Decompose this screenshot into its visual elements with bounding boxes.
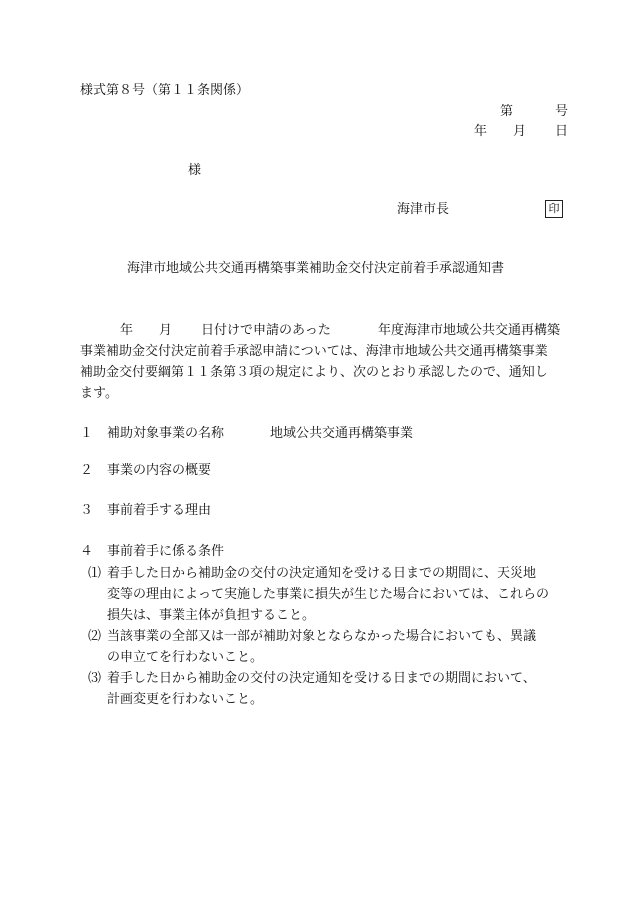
condition-1-line-1: 着手した日から補助金の交付の決定通知を受ける日までの期間に、天災地 bbox=[107, 566, 537, 581]
intro-year: 年 bbox=[120, 323, 134, 338]
condition-2-mark: ⑵ bbox=[88, 629, 102, 644]
form-label: 様式第８号（第１１条関係） bbox=[80, 83, 250, 98]
section-1-value: 地域公共交通再構築事業 bbox=[270, 426, 414, 441]
condition-1-mark: ⑴ bbox=[88, 566, 102, 581]
date-year: 年 bbox=[474, 124, 488, 139]
condition-3-mark: ⑶ bbox=[88, 671, 102, 686]
condition-2-line-2: の申立てを行わないこと。 bbox=[107, 650, 264, 665]
section-4-number: ４ bbox=[80, 544, 94, 559]
intro-line-3: 補助金交付要綱第１１条第３項の規定により、次のとおり承認したので、通知し bbox=[80, 365, 548, 380]
condition-2-line-1: 当該事業の全部又は一部が補助対象とならなかった場合においても、異議 bbox=[107, 629, 537, 644]
intro-line-4: ます。 bbox=[80, 386, 118, 401]
intro-month: 月 bbox=[159, 323, 173, 338]
section-3-number: ３ bbox=[80, 503, 94, 518]
section-1-number: １ bbox=[80, 426, 94, 441]
intro-date-phrase: 日付けで申請のあった bbox=[201, 323, 331, 338]
seal-mark: 印 bbox=[545, 200, 563, 218]
condition-1-line-2: 変等の理由によって実施した事業に損失が生じた場合においては、これらの bbox=[107, 587, 550, 602]
condition-1-line-3: 損失は、事業主体が負担すること。 bbox=[107, 608, 316, 623]
section-3-label: 事前着手する理由 bbox=[107, 503, 212, 518]
issuer: 海津市長 bbox=[397, 202, 450, 217]
section-1-label: 補助対象事業の名称 bbox=[107, 426, 225, 441]
section-2-label: 事業の内容の概要 bbox=[107, 463, 212, 478]
number-go: 号 bbox=[555, 104, 569, 119]
document-title: 海津市地域公共交通再構築事業補助金交付決定前着手承認通知書 bbox=[127, 261, 505, 276]
addressee-suffix: 様 bbox=[188, 163, 202, 178]
intro-fiscal-year: 年度海津市地域公共交通再構築 bbox=[378, 323, 561, 338]
section-2-number: ２ bbox=[80, 463, 94, 478]
intro-line-2: 事業補助金交付決定前着手承認申請については、海津市地域公共交通再構築事業 bbox=[80, 344, 548, 359]
date-month: 月 bbox=[513, 124, 527, 139]
condition-3-line-2: 計画変更を行わないこと。 bbox=[107, 692, 264, 707]
date-day: 日 bbox=[555, 124, 569, 139]
condition-3-line-1: 着手した日から補助金の交付の決定通知を受ける日までの期間において、 bbox=[107, 671, 536, 686]
number-dai: 第 bbox=[500, 104, 514, 119]
section-4-label: 事前着手に係る条件 bbox=[107, 544, 225, 559]
